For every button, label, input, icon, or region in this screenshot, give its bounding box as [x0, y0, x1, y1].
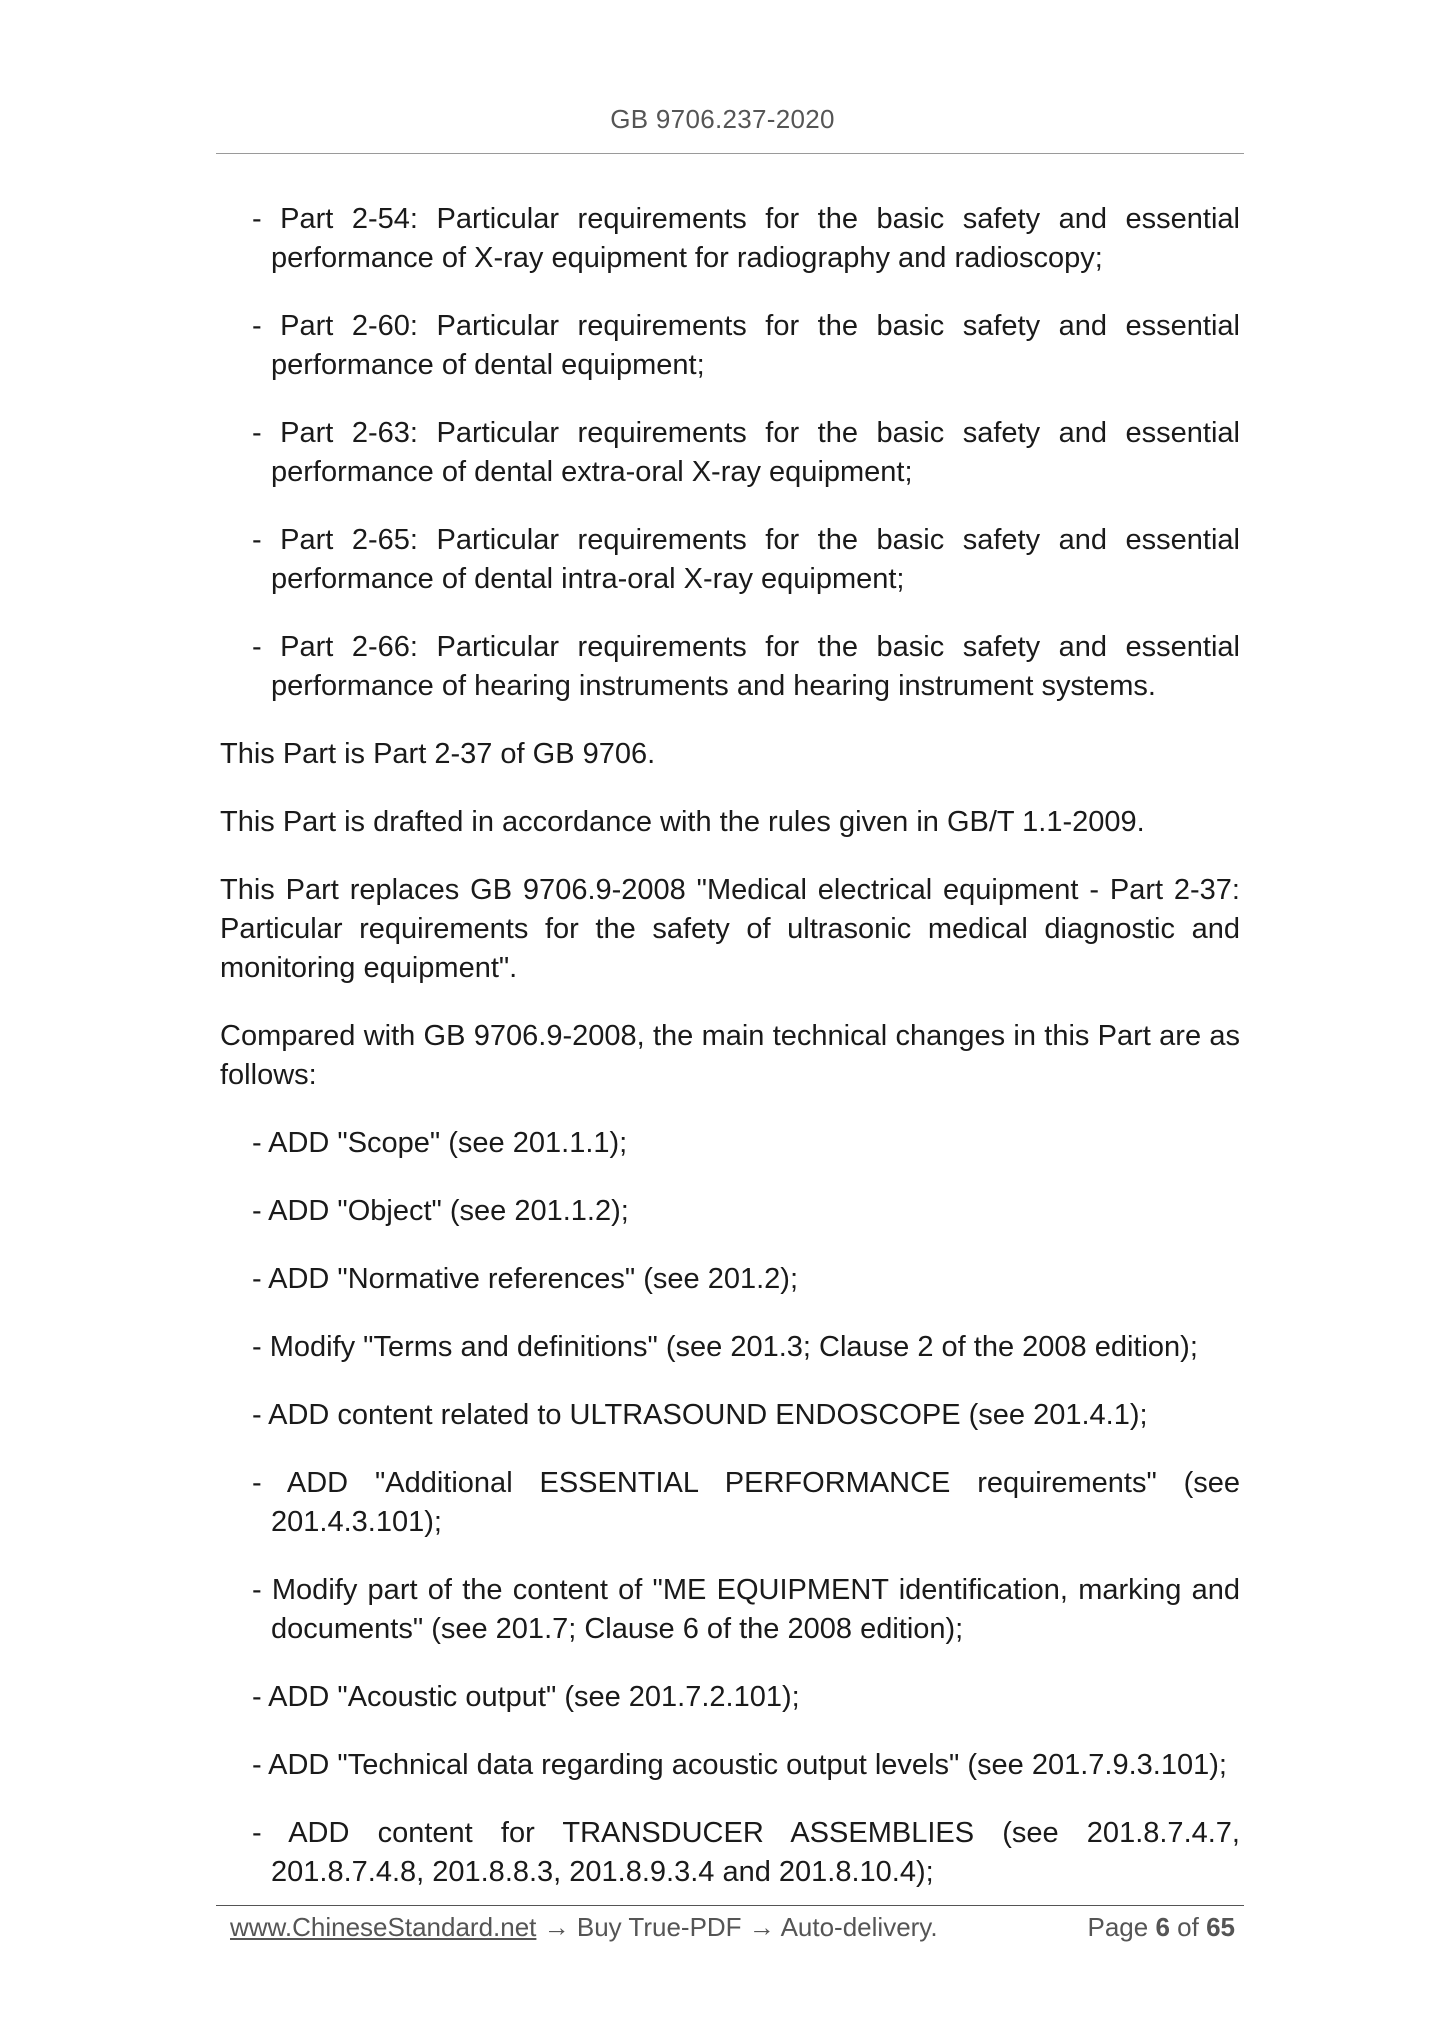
- list-item: - ADD "Technical data regarding acoustic output levels" (see 201.7.9.3.101);: [252, 1749, 1227, 1781]
- page-total: 65: [1206, 1912, 1235, 1942]
- paragraph: This Part replaces GB 9706.9-2008 "Medical electrical equipment - Part 2-37: Particular requirements for the safety of ultrasonic medical diagnostic and monitoring equipment".: [220, 874, 1240, 984]
- of-label: of: [1177, 1912, 1199, 1942]
- parts-list: [220, 200, 1240, 706]
- paragraph: This Part is drafted in accordance with the rules given in GB/T 1.1-2009.: [220, 806, 1145, 838]
- paragraph: Compared with GB 9706.9-2008, the main technical changes in this Part are as follows:: [220, 1020, 1240, 1091]
- list-item: - Part 2-60: Particular requirements for the basic safety and essential performance of dental equipment;: [252, 310, 1240, 381]
- website-link[interactable]: www.ChineseStandard.net: [230, 1912, 537, 1942]
- list-item: - Modify part of the content of "ME EQUIPMENT identification, marking and documents" (see 201.7; Clause 6 of the 2008 edition);: [252, 1574, 1240, 1645]
- document-body: [220, 200, 1240, 1921]
- page-label: Page: [1087, 1912, 1149, 1942]
- list-item: - ADD "Additional ESSENTIAL PERFORMANCE requirements" (see 201.4.3.101);: [252, 1467, 1240, 1538]
- changes-list: [220, 1124, 1240, 1892]
- page-number: 6: [1155, 1912, 1170, 1942]
- footer-left: [230, 1912, 938, 1943]
- list-item: - Modify "Terms and definitions" (see 201.3; Clause 2 of the 2008 edition);: [252, 1331, 1198, 1363]
- list-item: - ADD content for TRANSDUCER ASSEMBLIES (see 201.8.7.4.7, 201.8.7.4.8, 201.8.8.3, 201.8.9.3.4 and 201.8.10.4);: [252, 1817, 1240, 1888]
- footer-divider: [216, 1905, 1244, 1906]
- list-item: - Part 2-63: Particular requirements for the basic safety and essential performance of dental extra-oral X-ray equipment;: [252, 417, 1240, 488]
- document-header-title: GB 9706.237-2020: [610, 104, 835, 134]
- list-item: - Part 2-54: Particular requirements for the basic safety and essential performance of X-ray equipment for radiography and radioscopy;: [252, 203, 1240, 274]
- paragraph: This Part is Part 2-37 of GB 9706.: [220, 738, 656, 770]
- list-item: - Part 2-66: Particular requirements for the basic safety and essential performance of hearing instruments and hearing instrument systems.: [252, 631, 1240, 702]
- list-item: - ADD "Normative references" (see 201.2);: [252, 1263, 799, 1295]
- footer-tagline: → Buy True-PDF → Auto-delivery.: [536, 1912, 938, 1942]
- list-item: - ADD "Object" (see 201.1.2);: [252, 1195, 629, 1227]
- list-item: - Part 2-65: Particular requirements for the basic safety and essential performance of dental intra-oral X-ray equipment;: [252, 524, 1240, 595]
- list-item: - ADD "Acoustic output" (see 201.7.2.101);: [252, 1681, 800, 1713]
- list-item: - ADD content related to ULTRASOUND ENDOSCOPE (see 201.4.1);: [252, 1399, 1148, 1431]
- page-indicator: [1087, 1912, 1235, 1943]
- header-divider: [216, 153, 1244, 154]
- list-item: - ADD "Scope" (see 201.1.1);: [252, 1127, 628, 1159]
